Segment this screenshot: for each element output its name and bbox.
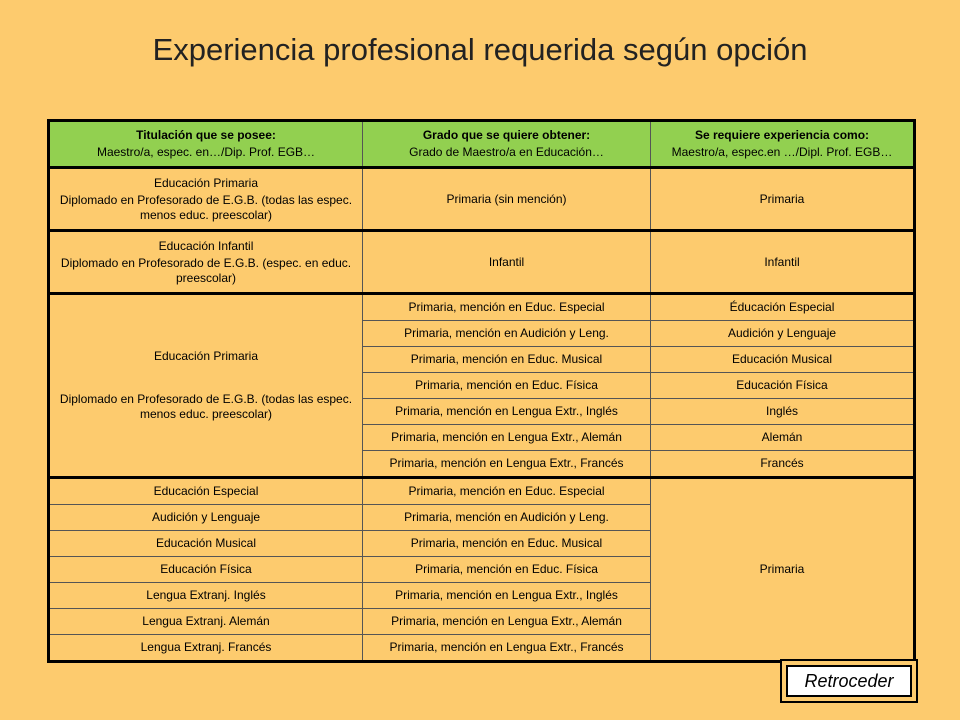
cell-experiencia: Infantil: [651, 231, 915, 294]
header-experiencia-title: Se requiere experiencia como:: [694, 128, 870, 142]
cell-titulacion: Educación Física: [49, 557, 363, 583]
titulacion-detail: Diplomado en Profesorado de E.G.B. (espec. en educ. preescolar): [60, 255, 352, 285]
cell-experiencia: Inglés: [651, 399, 915, 425]
cell-titulacion: Lengua Extranj. Alemán: [49, 609, 363, 635]
cell-titulacion: Lengua Extranj. Francés: [49, 635, 363, 662]
cell-grado: Primaria, mención en Lengua Extr., Alemán: [363, 609, 651, 635]
cell-grado: Primaria, mención en Lengua Extr., Inglés: [363, 583, 651, 609]
header-cell-grado: [363, 121, 651, 168]
titulacion-name: Educación Primaria: [153, 175, 259, 190]
cell-titulacion: Educación Especial: [49, 478, 363, 505]
table-row: [49, 168, 915, 231]
cell-titulacion: Lengua Extranj. Inglés: [49, 583, 363, 609]
cell-grado: Primaria, mención en Educ. Especial: [363, 478, 651, 505]
cell-grado: Primaria, mención en Educ. Musical: [363, 531, 651, 557]
experience-table: [47, 119, 916, 663]
cell-grado: Primaria, mención en Lengua Extr., Inglés: [363, 399, 651, 425]
cell-grado: Primaria, mención en Lengua Extr., Alemán: [363, 425, 651, 451]
header-grado-title: Grado que se quiere obtener:: [422, 128, 591, 142]
cell-grado: Primaria, mención en Audición y Leng.: [363, 321, 651, 347]
header-titulacion-title: Titulación que se posee:: [136, 128, 276, 142]
table-row: [49, 294, 915, 321]
cell-titulacion: [49, 294, 363, 478]
table-header-row: [49, 121, 915, 168]
titulacion-name: Educación Primaria: [153, 349, 259, 363]
titulacion-detail: Diplomado en Profesorado de E.G.B. (todas las espec. menos educ. preescolar): [59, 192, 353, 222]
cell-grado: Primaria, mención en Lengua Extr., Francés: [363, 635, 651, 662]
page-title: Experiencia profesional requerida según opción: [152, 32, 808, 67]
table-row: [49, 231, 915, 294]
header-titulacion-sub: Maestro/a, espec. en…/Dip. Prof. EGB…: [96, 145, 316, 159]
header-grado-sub: Grado de Maestro/a en Educación…: [409, 145, 604, 159]
cell-titulacion: Audición y Lenguaje: [49, 505, 363, 531]
cell-grado: Primaria, mención en Educ. Física: [363, 557, 651, 583]
cell-grado: Infantil: [363, 231, 651, 294]
cell-experiencia: Educación Física: [651, 373, 915, 399]
cell-grado: Primaria, mención en Educ. Física: [363, 373, 651, 399]
table-row: [49, 478, 915, 505]
cell-titulacion: Educación Musical: [49, 531, 363, 557]
cell-experiencia: Éducación Especial: [651, 294, 915, 321]
back-button[interactable]: [780, 659, 918, 703]
cell-grado: Primaria, mención en Lengua Extr., Francés: [363, 451, 651, 478]
back-button-label[interactable]: Retroceder: [786, 665, 912, 697]
cell-experiencia: Primaria: [651, 168, 915, 231]
cell-experiencia: Audición y Lenguaje: [651, 321, 915, 347]
cell-grado: Primaria, mención en Educ. Musical: [363, 347, 651, 373]
titulacion-name: Educación Infantil: [158, 238, 254, 253]
header-experiencia-sub: Maestro/a, espec.en …/Dipl. Prof. EGB…: [671, 145, 893, 159]
cell-titulacion: [49, 168, 363, 231]
cell-grado: Primaria (sin mención): [363, 168, 651, 231]
cell-titulacion: [49, 231, 363, 294]
cell-experiencia: Alemán: [651, 425, 915, 451]
cell-experiencia: Educación Musical: [651, 347, 915, 373]
titulacion-detail: Diplomado en Profesorado de E.G.B. (todas las espec. menos educ. preescolar): [59, 392, 353, 421]
header-cell-titulacion: [49, 121, 363, 168]
cell-grado: Primaria, mención en Educ. Especial: [363, 294, 651, 321]
cell-experiencia: Francés: [651, 451, 915, 478]
cell-grado: Primaria, mención en Audición y Leng.: [363, 505, 651, 531]
header-cell-experiencia: [651, 121, 915, 168]
cell-experiencia: Primaria: [651, 478, 915, 662]
